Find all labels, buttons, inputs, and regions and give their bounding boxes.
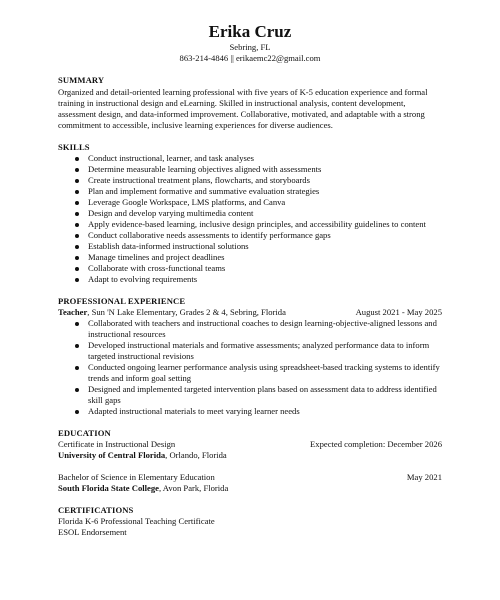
certification-item: Florida K-6 Professional Teaching Certificate — [58, 516, 215, 526]
job-role: Teacher — [58, 307, 88, 317]
skill-item: Manage timelines and project deadlines — [58, 252, 442, 263]
summary-heading: SUMMARY — [58, 75, 105, 85]
skills-heading: SKILLS — [58, 142, 90, 152]
candidate-location: Sebring, FL — [229, 42, 271, 52]
job-dates: August 2021 - May 2025 — [355, 307, 442, 317]
skills-list — [58, 153, 442, 285]
skill-item: Leverage Google Workspace, LMS platforms, and Canva — [58, 197, 442, 208]
education-degree: Certificate in Instructional Design — [58, 439, 176, 449]
skill-item: Establish data-informed instructional solutions — [58, 241, 442, 252]
education-school-line — [58, 483, 442, 494]
skill-item: Design and develop varying multimedia content — [58, 208, 442, 219]
education-location: , Orlando, Florida — [165, 450, 227, 460]
skill-item: Conduct collaborative needs assessments to identify performance gaps — [58, 230, 442, 241]
education-entry — [58, 439, 442, 450]
skill-item: Conduct instructional, learner, and task analyses — [58, 153, 442, 164]
job-bullet: Conducted ongoing learner performance analysis using spreadsheet-based tracking systems to identify trends and inform goal setting — [58, 362, 442, 384]
skill-item: Plan and implement formative and summative evaluation strategies — [58, 186, 442, 197]
job-header — [58, 307, 442, 318]
education-heading: EDUCATION — [58, 428, 111, 438]
education-date: May 2021 — [406, 472, 442, 482]
job-bullet: Adapted instructional materials to meet varying learner needs — [58, 406, 442, 417]
skill-item: Adapt to evolving requirements — [58, 274, 442, 285]
education-entry — [58, 472, 442, 483]
education-date: Expected completion: December 2026 — [310, 439, 442, 449]
certifications-heading: CERTIFICATIONS — [58, 505, 134, 515]
candidate-contact: 863-214-4846 || erikaemc22@gmail.com — [179, 53, 321, 63]
skill-item: Apply evidence-based learning, inclusive design principles, and accessibility guidelines to content — [58, 219, 442, 230]
summary-text: Organized and detail-oriented learning professional with five years of K-5 education experience and formal training in instructional design and eLearning. Skilled in instructional analysis, content development, assessment design, and data-informed improvement. Collaborative, motivated, and adaptable with a strong commitment to accessible, inclusive learning experiences for diverse audiences. — [58, 87, 428, 130]
job-bullet: Collaborated with teachers and instructional coaches to design learning-objective-aligned lessons and instructional resources — [58, 318, 442, 340]
certification-item: ESOL Endorsement — [58, 527, 127, 537]
job-bullet: Designed and implemented targeted intervention plans based on assessment data to address identified skill gaps — [58, 384, 442, 406]
skill-item: Collaborate with cross-functional teams — [58, 263, 442, 274]
education-degree: Bachelor of Science in Elementary Education — [58, 472, 215, 482]
education-school-line — [58, 450, 442, 461]
candidate-name: Erika Cruz — [208, 22, 292, 41]
job-bullets — [58, 318, 442, 417]
education-school: University of Central Florida — [58, 450, 166, 460]
skill-item: Create instructional treatment plans, flowcharts, and storyboards — [58, 175, 442, 186]
job-employer: , Sun 'N Lake Elementary, Grades 2 & 4, Sebring, Florida — [87, 307, 286, 317]
experience-heading: PROFESSIONAL EXPERIENCE — [58, 296, 186, 306]
education-location: , Avon Park, Florida — [158, 483, 229, 493]
job-bullet: Developed instructional materials and formative assessments; analyzed performance data to inform targeted instructional revisions — [58, 340, 442, 362]
education-school: South Florida State College — [58, 483, 159, 493]
job-title-line — [58, 307, 286, 318]
skill-item: Determine measurable learning objectives aligned with assessments — [58, 164, 442, 175]
